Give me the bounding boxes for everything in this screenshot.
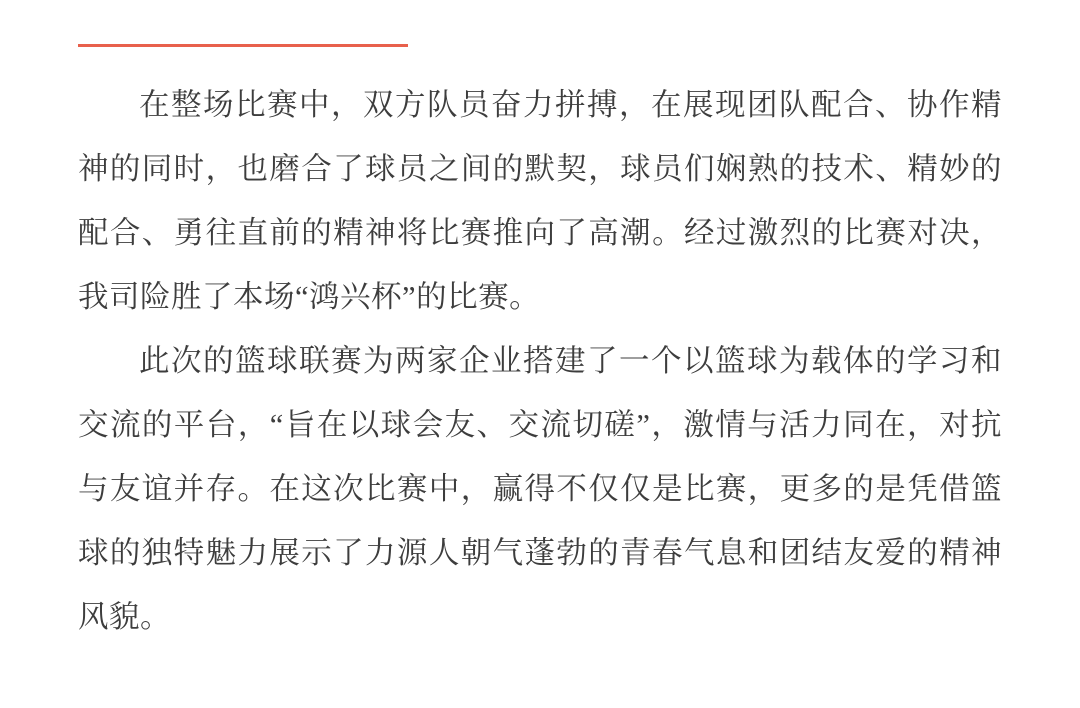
- paragraph-1: 在整场比赛中，双方队员奋力拼搏，在展现团队配合、协作精神的同时，也磨合了球员之间的默契，球员们娴熟的技术、精妙的配合、勇往直前的精神将比赛推向了高潮。经过激烈的比赛对决，我司险胜了本场“鸿兴杯”的比赛。: [78, 88, 1002, 314]
- document-page: [0, 44, 1080, 708]
- paragraph-2: 此次的篮球联赛为两家企业搭建了一个以篮球为载体的学习和交流的平台，“旨在以球会友、交流切磋”，激情与活力同在，对抗与友谊并存。在这次比赛中，赢得不仅仅是比赛，更多的是凭借篮球的独特魅力展示了力源人朝气蓬勃的青春气息和团结友爱的精神风貌。: [78, 344, 1002, 634]
- article-body: [78, 73, 1002, 649]
- section-divider: [78, 44, 408, 47]
